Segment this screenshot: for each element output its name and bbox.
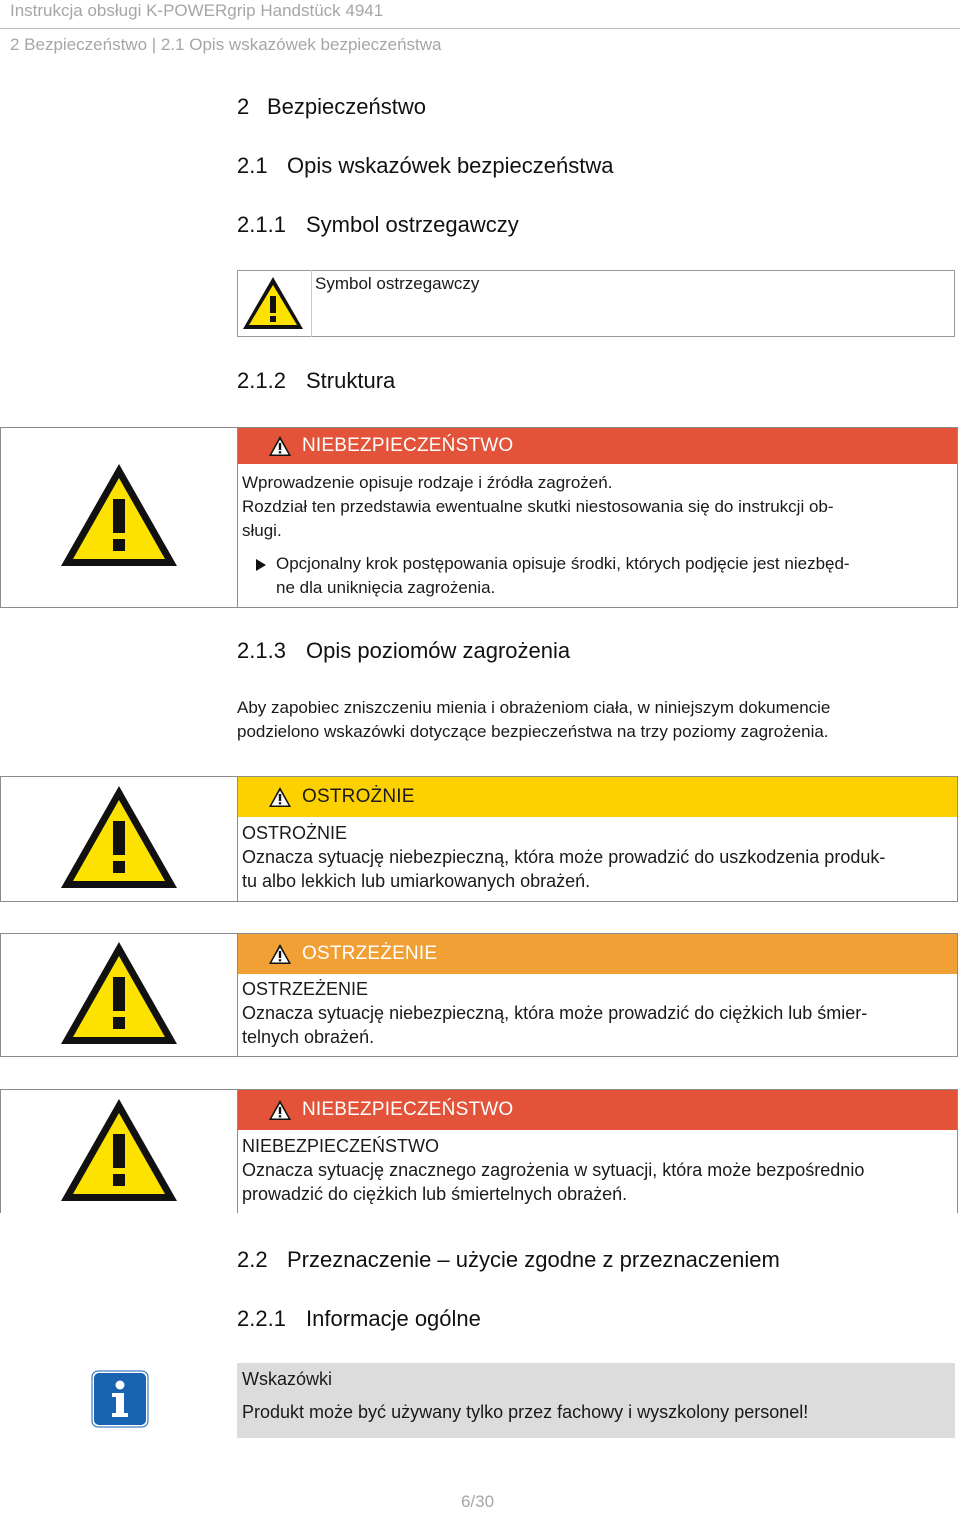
heading-title: Informacje ogólne [306,1306,481,1331]
heading-number: 2 [237,94,250,119]
band-label: NIEBEZPIECZEŃSTWO [302,435,514,456]
heading-2-1 [237,153,613,179]
page-number: 6/30 [460,1492,495,1511]
note-text: Produkt może być używany tylko przez fachowy i wyszkolony personel! [242,1402,809,1422]
large-warning-triangle-icon [58,461,180,574]
warning-heading: OSTRZEŻENIE [242,979,369,999]
large-warning-triangle-icon [58,939,180,1052]
heading-number: 2.1.2 [237,368,286,393]
small-warning-icon [268,786,292,808]
small-warning-icon [268,1099,292,1121]
warning-symbol-label: Symbol ostrzegawczy [315,274,480,293]
heading-2 [237,94,426,120]
note-heading: Wskazówki [242,1369,333,1389]
caution-text-line: Oznacza sytuację niebezpieczną, która może prowadzić do uszkodzenia produk- [242,847,886,867]
warning-text-line-cont: telnych obrażeń. [242,1027,375,1047]
danger-band [238,1090,957,1130]
danger-text-line-cont: prowadzić do ciężkich lub śmiertelnych obrażeń. [242,1184,628,1204]
band-label: NIEBEZPIECZEŃSTWO [302,1099,514,1120]
heading-title: Struktura [306,368,396,393]
heading-number: 2.2.1 [237,1306,286,1331]
caution-band [238,777,957,817]
structure-intro-line: Wprowadzenie opisuje rodzaje i źródła zagrożeń. [242,473,613,492]
step-arrow-icon [256,558,266,576]
warning-triangle-icon [240,274,306,337]
heading-2-1-1 [237,212,519,238]
large-warning-triangle-icon [58,783,180,896]
caution-text-line-cont: tu albo lekkich lub umiarkowanych obrażeń. [242,871,591,891]
large-warning-triangle-icon [58,1096,180,1209]
structure-step-line-cont: ne dla uniknięcia zagrożenia. [276,578,496,597]
heading-title: Bezpieczeństwo [267,94,426,119]
danger-band [238,428,957,464]
levels-intro-line: Aby zapobiec zniszczeniu mienia i obrażeniom ciała, w niniejszym dokumencie [237,698,831,717]
heading-2-2-1 [237,1306,481,1332]
levels-intro-line-cont: podzielono wskazówki dotyczące bezpieczeństwa na trzy poziomy zagrożenia. [237,722,829,741]
breadcrumb: 2 Bezpieczeństwo | 2.1 Opis wskazówek bezpieczeństwa [10,35,442,54]
heading-title: Opis wskazówek bezpieczeństwa [287,153,614,178]
heading-number: 2.2 [237,1247,268,1272]
heading-title: Opis poziomów zagrożenia [306,638,571,663]
caution-heading: OSTROŻNIE [242,823,348,843]
heading-number: 2.1.3 [237,638,286,663]
danger-heading: NIEBEZPIECZEŃSTWO [242,1136,440,1156]
heading-2-1-2 [237,368,395,394]
info-icon [91,1370,149,1433]
small-warning-icon [268,943,292,965]
heading-title: Przeznaczenie – użycie zgodne z przeznaczeniem [287,1247,780,1272]
table-divider [311,270,312,337]
heading-2-2 [237,1247,780,1273]
band-label: OSTROŻNIE [302,786,415,807]
structure-consequence-line: Rozdział ten przedstawia ewentualne skutki niestosowania się do instrukcji ob- [242,497,834,516]
heading-2-1-3 [237,638,570,664]
band-label: OSTRZEŻENIE [302,943,438,964]
heading-number: 2.1 [237,153,268,178]
header-divider [0,28,960,29]
small-warning-icon [268,435,292,457]
structure-consequence-line-cont: sługi. [242,521,282,540]
structure-step-line: Opcjonalny krok postępowania opisuje środki, których podjęcie jest niezbęd- [276,554,850,573]
document-title: Instrukcja obsługi K-POWERgrip Handstück 4941 [10,1,384,20]
danger-text-line: Oznacza sytuację znacznego zagrożenia w sytuacji, która może bezpośrednio [242,1160,865,1180]
heading-number: 2.1.1 [237,212,286,237]
heading-title: Symbol ostrzegawczy [306,212,519,237]
warning-band [238,934,957,974]
warning-text-line: Oznacza sytuację niebezpieczną, która może prowadzić do ciężkich lub śmier- [242,1003,868,1023]
